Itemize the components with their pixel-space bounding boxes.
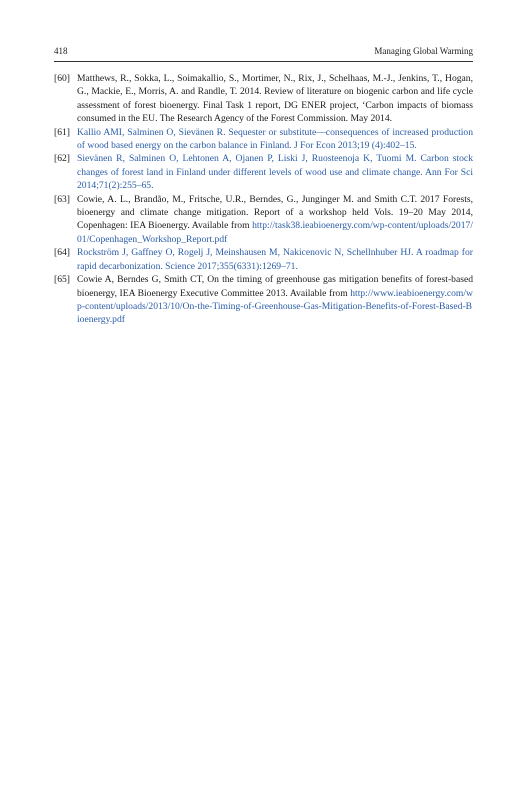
reference-citation: Cowie A, Berndes G, Smith CT, On the timing of greenhouse gas mitigation benefits of forest-based bioenergy, IEA Bioenergy Executive Committee 2013. Available from <box>77 274 473 299</box>
reference-60 <box>54 72 473 126</box>
reference-list <box>54 72 473 327</box>
reference-61[interactable] <box>54 126 473 153</box>
reference-number: [62] <box>54 153 70 165</box>
reference-citation[interactable]: Kallio AMI, Salminen O, Sievänen R. Sequester or substitute—consequences of increased production of wood based energy on the carbon balance in Finland. J For Econ 2013;19 (4):402–15. <box>77 126 473 152</box>
reference-text[interactable] <box>77 246 473 273</box>
reference-citation: Matthews, R., Sokka, L., Soimakallio, S., Mortimer, N., Rix, J., Schelhaas, M.-J., Jenkins, T., Hogan, G., Mackie, E., Morris, A. and Randle, T. 2014. Review of literature on biogenic carbon and life cycle assessment of forest bioenergy. Final Task 1 report, DG ENER project, ‘Carbon impacts of biomass consumed in the EU. The Research Agency of the Forest Commission. May 2014. <box>77 73 473 125</box>
reference-text <box>77 72 473 126</box>
reference-text <box>77 273 473 327</box>
reference-number: [64] <box>54 247 70 259</box>
reference-number: [60] <box>54 73 70 84</box>
reference-number: [65] <box>54 274 70 286</box>
reference-64[interactable] <box>54 246 473 273</box>
reference-citation[interactable]: Rockström J, Gaffney O, Rogelj J, Meinshausen M, Nakicenovic N, Schellnhuber HJ. A roadmap for rapid decarbonization. Science 2017;355(6331):1269–71. <box>77 247 473 272</box>
reference-citation: Cowie, A. L., Brandão, M., Fritsche, U.R., Berndes, G., Junginger M. and Smith C.T. 2017 Forests, bioenergy and climate change mitigation. Report of a workshop held Vols. 19–20 May 2014, Copenhagen: IEA Bioenergy. Available from <box>77 193 473 232</box>
reference-65 <box>54 273 473 327</box>
reference-number: [63] <box>54 193 70 205</box>
running-header <box>54 45 473 62</box>
reference-text[interactable] <box>77 126 473 153</box>
page <box>54 45 473 327</box>
book-title: Managing Global Warming <box>374 46 473 56</box>
reference-62[interactable] <box>54 152 473 192</box>
reference-url-link[interactable]: http://task38.ieabioenergy.com/wp-content/uploads/2017/01/Copenhagen_Workshop_Report.pdf <box>77 220 473 245</box>
reference-citation[interactable]: Sievänen R, Salminen O, Lehtonen A, Ojanen P, Liski J, Ruosteenoja K, Tuomi M. Carbon stock changes of forest land in Finland under different levels of wood use and climate change. Ann For Sci 2014;71(2):255–65. <box>77 153 473 192</box>
page-number: 418 <box>54 46 68 56</box>
reference-63 <box>54 193 473 247</box>
reference-text <box>77 193 473 247</box>
reference-number: [61] <box>54 126 70 138</box>
reference-text[interactable] <box>77 152 473 192</box>
reference-url-link[interactable]: http://www.ieabioenergy.com/wp-content/uploads/2013/10/On-the-Timing-of-Greenhouse-Gas-Mitigation-Benefits-of-Forest-Based-Bioenergy.pdf <box>77 287 473 326</box>
